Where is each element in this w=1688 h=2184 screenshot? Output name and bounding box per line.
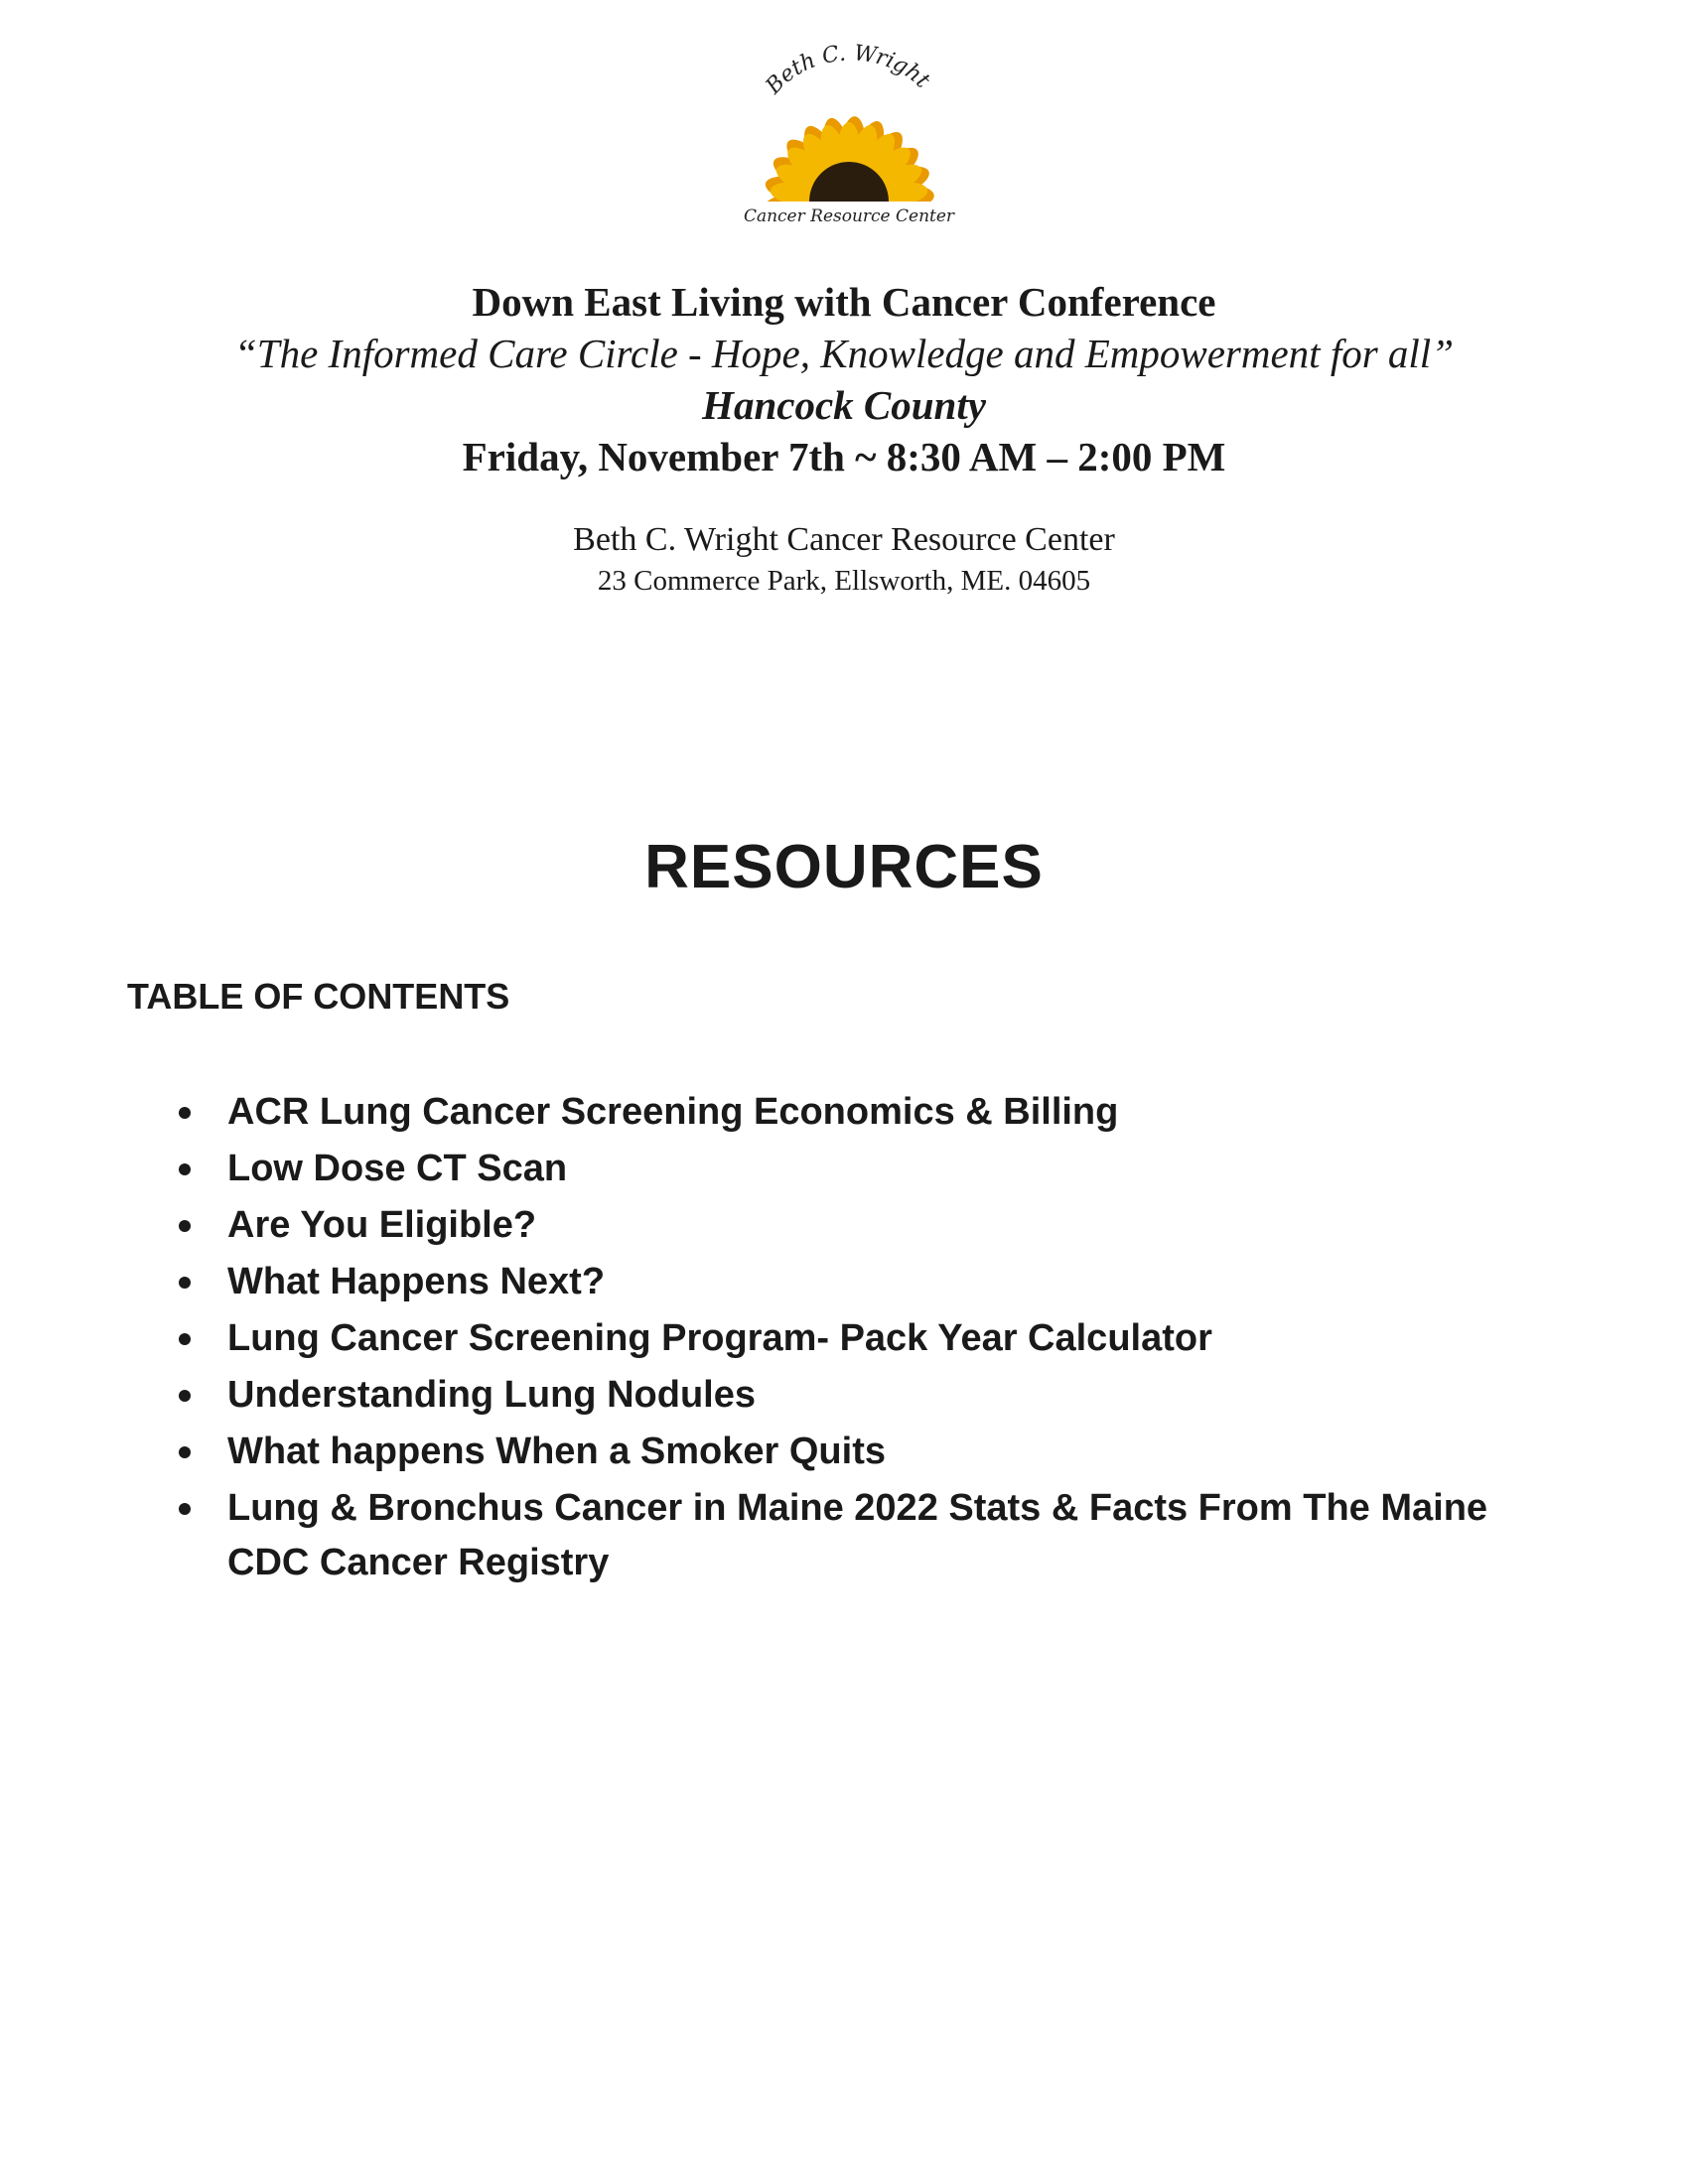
toc-item-label: Lung & Bronchus Cancer in Maine 2022 Stats & Facts From The Maine CDC Cancer Registry — [227, 1487, 1488, 1583]
toc-item — [0, 1481, 1688, 1590]
conference-theme: “The Informed Care Circle - Hope, Knowledge and Empowerment for all” — [233, 331, 1455, 376]
conference-header — [0, 276, 1688, 482]
toc-heading: TABLE OF CONTENTS — [127, 976, 510, 1017]
bullet-icon — [179, 1163, 191, 1175]
toc-item — [0, 1311, 1688, 1366]
toc-item-label: ACR Lung Cancer Screening Economics & Billing — [227, 1091, 1119, 1133]
bullet-icon — [179, 1333, 191, 1345]
toc-item — [0, 1255, 1688, 1309]
resources-heading: RESOURCES — [644, 833, 1044, 901]
toc-item-label: Are You Eligible? — [227, 1204, 537, 1246]
toc-item — [0, 1198, 1688, 1253]
toc-item-label: Understanding Lung Nodules — [227, 1374, 756, 1416]
conference-title: Down East Living with Cancer Conference — [472, 279, 1216, 325]
venue-address: 23 Commerce Park, Ellsworth, ME. 04605 — [597, 565, 1091, 597]
toc-item-label: Lung Cancer Screening Program- Pack Year Calculator — [227, 1317, 1212, 1359]
toc-item — [0, 1368, 1688, 1423]
bullet-icon — [179, 1107, 191, 1119]
toc-item — [0, 1425, 1688, 1479]
conference-county: Hancock County — [702, 382, 986, 428]
bullet-icon — [179, 1277, 191, 1289]
toc-item-label: What Happens Next? — [227, 1261, 606, 1302]
logo-subtitle: Cancer Resource Center — [743, 206, 955, 226]
bullet-icon — [179, 1503, 191, 1515]
bullet-icon — [179, 1390, 191, 1402]
logo-arc-text: Beth C. Wright — [761, 41, 935, 99]
venue-name: Beth C. Wright Cancer Resource Center — [573, 521, 1115, 558]
toc-list — [0, 1085, 1688, 1592]
sunflower-logo — [715, 40, 983, 233]
sunflower-logo-graphic — [715, 40, 983, 233]
bullet-icon — [179, 1446, 191, 1458]
toc-item — [0, 1142, 1688, 1196]
toc-item — [0, 1085, 1688, 1140]
toc-item-label: What happens When a Smoker Quits — [227, 1431, 886, 1472]
venue-block — [0, 518, 1688, 600]
conference-date-time: Friday, November 7th ~ 8:30 AM – 2:00 PM — [462, 434, 1226, 479]
toc-item-label: Low Dose CT Scan — [227, 1148, 568, 1189]
bullet-icon — [179, 1220, 191, 1232]
